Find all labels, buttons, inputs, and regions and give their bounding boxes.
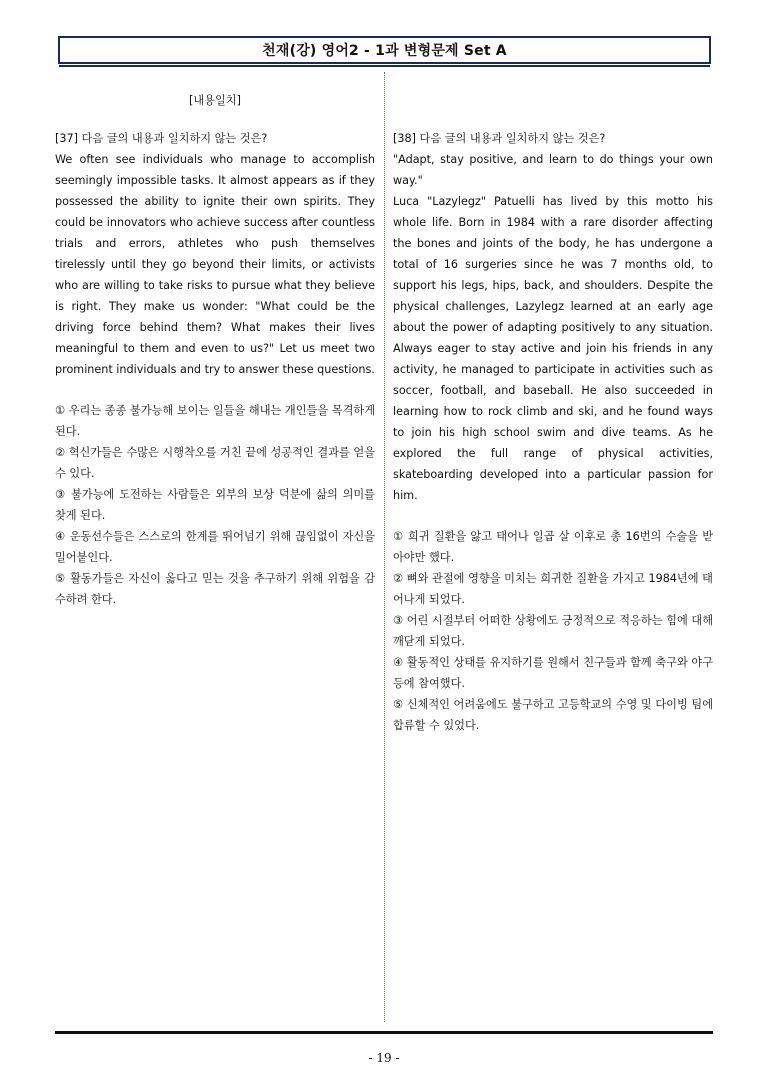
choice-2: ② 뼈와 관절에 영향을 미치는 희귀한 질환을 가지고 1984년에 태어나게 되었다.: [393, 572, 713, 606]
choice-2: ② 혁신가들은 수많은 시행착오를 거친 끝에 성공적인 결과를 얻을 수 있다.: [55, 446, 375, 480]
choice-4: ④ 운동선수들은 스스로의 한계를 뛰어넘기 위해 끊임없이 자신을 밀어붙인다.: [55, 530, 375, 564]
question-38-title: [38] 다음 글의 내용과 일치하지 않는 것은?: [393, 132, 606, 145]
question-38-passage: Luca "Lazylegz" Patuelli has lived by this motto his whole life. Born in 1984 with a rare disorder affecting the bones and joints of the body, he has undergone a total of 16 surgeries since he was 7 months old, to support his legs, hips, back, and shoulders. Despite the physical challenges, Lazylegz learned at an early age about the power of adapting positively to any situation. Always eager to stay active and join his friends in any activity, he managed to participate in activities such as soccer, football, and baseball. He also succeeded in learning how to rock climb and ski, and he found ways to join his high school swim and dive teams. As he explored the full range of physical activities, skateboarding developed into a particular passion for him.: [393, 195, 713, 502]
choice-3: ③ 불가능에 도전하는 사람들은 외부의 보상 덕분에 삶의 의미를 찾게 된다.: [55, 488, 375, 522]
choice-5: ⑤ 활동가들은 자신이 옳다고 믿는 것을 추구하기 위해 위험을 감수하려 한다.: [55, 572, 375, 606]
column-divider: [384, 72, 385, 1022]
column-top-spacer: [393, 90, 713, 111]
left-column: [55, 90, 375, 610]
choice-4: ④ 활동적인 상태를 유지하기를 원해서 친구들과 함께 축구와 야구 등에 참여했다.: [393, 656, 713, 690]
right-column: [393, 90, 713, 736]
page-number: - 19 -: [368, 1051, 400, 1065]
question-37-passage: We often see individuals who manage to accomplish seemingly impossible tasks. It almost appears as if they possessed the ability to ignite their own spirits. They could be innovators who achieve success after countless trials and errors, athletes who push themselves tirelessly until they go beyond their limits, or activists who are willing to take risks to pursue what they believe is right. They make us wonder: "What could be the driving force behind them? What makes their lives meaningful to them and even to us?" Let us meet two prominent individuals and try to answer these questions.: [55, 153, 375, 376]
choice-3: ③ 어린 시절부터 어떠한 상황에도 긍정적으로 적응하는 힘에 대해 깨닫게 되었다.: [393, 614, 713, 648]
section-label: [내용일치]: [189, 94, 241, 107]
choice-1: ① 희귀 질환을 앓고 태어나 일곱 살 이후로 총 16번의 수술을 받아야만 했다.: [393, 530, 713, 564]
choice-5: ⑤ 신체적인 어려움에도 불구하고 고등학교의 수영 및 다이빙 팀에 합류할 수 있었다.: [393, 698, 713, 732]
question-37-title: [37] 다음 글의 내용과 일치하지 않는 것은?: [55, 132, 268, 145]
page-title: 천재(강) 영어2 - 1과 변형문제 Set A: [262, 43, 507, 59]
footer-rule: [55, 1031, 713, 1034]
question-37-choices: [55, 400, 375, 610]
header-title-box: [58, 36, 711, 64]
question-38-motto: "Adapt, stay positive, and learn to do things your own way.": [393, 153, 713, 187]
question-38-choices: [393, 526, 713, 736]
choice-1: ① 우리는 종종 불가능해 보이는 일들을 해내는 개인들을 목격하게 된다.: [55, 404, 375, 438]
